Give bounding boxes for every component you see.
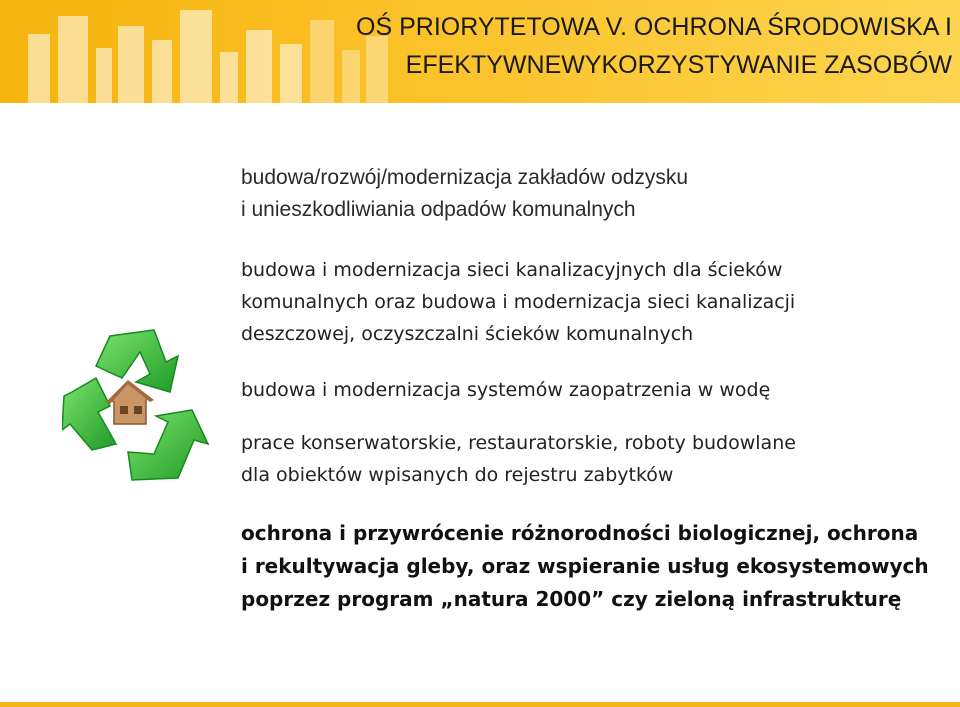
item-line: prace konserwatorskie, restauratorskie, roboty budowlane bbox=[241, 432, 796, 454]
header-banner bbox=[0, 0, 960, 103]
item-line: komunalnych oraz budowa i modernizacja sieci kanalizacji bbox=[241, 291, 796, 313]
item-line: i unieszkodliwiania odpadów komunalnych bbox=[241, 198, 636, 221]
item-line: poprzez program „natura 2000” czy zieloną infrastrukturę bbox=[241, 587, 902, 611]
title-line-2: EFEKTYWNEWYKORZYSTYWANIE ZASOBÓW bbox=[405, 51, 952, 79]
list-item bbox=[241, 162, 951, 226]
item-line: ochrona i przywrócenie różnorodności biologicznej, ochrona bbox=[241, 521, 919, 545]
recycle-house-icon bbox=[62, 326, 212, 491]
item-line: budowa i modernizacja sieci kanalizacyjnych dla ścieków bbox=[241, 259, 783, 281]
item-line: deszczowej, oczyszczalni ścieków komunalnych bbox=[241, 323, 694, 345]
item-line: i rekultywacja gleby, oraz wspieranie usług ekosystemowych bbox=[241, 554, 929, 578]
page-title bbox=[252, 8, 952, 84]
item-line: budowa/rozwój/modernizacja zakładów odzysku bbox=[241, 166, 689, 189]
list-item bbox=[241, 517, 951, 616]
house-icon bbox=[106, 380, 154, 424]
list-item bbox=[241, 254, 951, 350]
list-item bbox=[241, 427, 951, 491]
item-line: dla obiektów wpisanych do rejestru zabytków bbox=[241, 464, 674, 486]
footer-divider bbox=[0, 702, 960, 707]
list-item bbox=[241, 374, 951, 406]
title-line-1: OŚ PRIORYTETOWA V. OCHRONA ŚRODOWISKA I bbox=[356, 13, 952, 41]
item-line: budowa i modernizacja systemów zaopatrzenia w wodę bbox=[241, 379, 771, 401]
